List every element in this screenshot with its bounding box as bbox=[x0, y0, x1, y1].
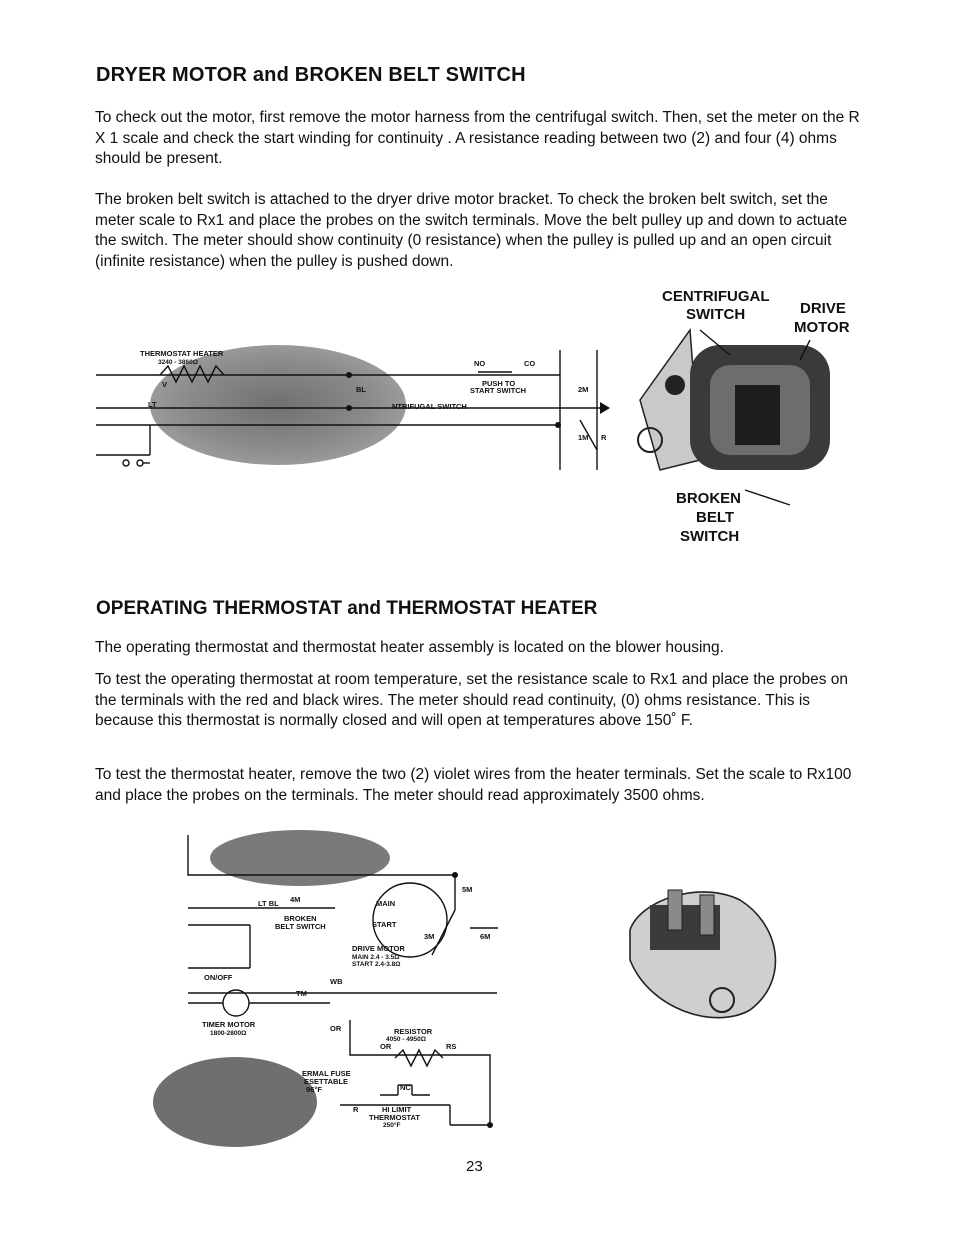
or2-label: OR bbox=[380, 1042, 392, 1051]
centrifugal-label-1: CENTRIFUGAL bbox=[662, 288, 770, 305]
start-switch-label: START SWITCH bbox=[470, 386, 527, 395]
no-label: NO bbox=[474, 359, 486, 368]
centrifugal-switch-label: NTRIFUGAL SWITCH bbox=[392, 402, 467, 411]
broken-belt-label-1: BROKEN bbox=[676, 490, 742, 507]
label-4m: 4M bbox=[290, 895, 301, 904]
hi-thermostat-label: THERMOSTAT bbox=[369, 1113, 420, 1122]
r-label: R bbox=[353, 1105, 359, 1114]
section-title-thermostat: OPERATING THERMOSTAT and THERMOSTAT HEATER bbox=[96, 598, 598, 619]
page-number: 23 bbox=[466, 1158, 483, 1175]
resettable-label: ESETTABLE bbox=[304, 1077, 349, 1086]
thermostat-illustration bbox=[630, 890, 775, 1018]
timer-ohms-label: 1800-2800Ω bbox=[210, 1030, 247, 1037]
broken-belt-label-3: SWITCH bbox=[680, 528, 740, 545]
hi-temp-label: 250°F bbox=[383, 1122, 401, 1129]
nc-label: NC bbox=[400, 1083, 411, 1092]
belt-switch-label: BELT SWITCH bbox=[275, 922, 326, 931]
tm-label: TM bbox=[296, 989, 307, 998]
label-r: R bbox=[601, 433, 607, 442]
v-label: V bbox=[162, 380, 168, 389]
timer-motor-label: TIMER MOTOR bbox=[202, 1020, 256, 1029]
drive-motor-label-1: DRIVE bbox=[800, 300, 846, 317]
or-label: OR bbox=[330, 1024, 342, 1033]
label-3m: 3M bbox=[424, 932, 435, 941]
paragraph-thermostat-test: To test the operating thermostat at room temperature, set the resistance scale to Rx1 and place the probes on the terminals with the red and black wires. The meter should read continuity, (0) ohms resistance. This is because this thermostat is normally closed and will open at temperatures above 150˚ F. bbox=[95, 671, 849, 729]
push-to-label: PUSH TO bbox=[482, 379, 516, 388]
on-off-label: ON/OFF bbox=[204, 973, 233, 982]
wb-label: WB bbox=[330, 977, 343, 986]
thermostat-heater-range: 3240 - 3860Ω bbox=[158, 359, 198, 366]
main-ohms-label: MAIN 2.4 - 3.5Ω bbox=[352, 954, 400, 961]
fuse-temp-label: 96°F bbox=[306, 1085, 322, 1094]
lt-bl-label: LT BL bbox=[258, 899, 279, 908]
co-label: CO bbox=[524, 359, 536, 368]
label-6m: 6M bbox=[480, 932, 491, 941]
resistor-label: RESISTOR bbox=[394, 1027, 433, 1036]
label-1m: 1M bbox=[578, 433, 589, 442]
bl-label: BL bbox=[356, 385, 366, 394]
lt-label: LT bbox=[148, 400, 157, 409]
paragraph-broken-belt: The broken belt switch is attached to the dryer drive motor bracket. To check the broken belt switch, set the meter scale to Rx1 and place the probes on the switch terminals. Move the belt pulley up and down to actuate the switch. The meter should show continuity (0 resistance) when the pulley is pulled up and an open circuit (infinite resistance) when the pulley is pushed down. bbox=[95, 191, 848, 270]
paragraph-motor-check: To check out the motor, first remove the motor harness from the centrifugal switch. Then, set the meter on the R X 1 scale and check the start winding for continuity . A resistance reading between two (2) and four (4) ohms should be present. bbox=[95, 109, 860, 167]
section-title-dryer-motor: DRYER MOTOR and BROKEN BELT SWITCH bbox=[96, 64, 526, 86]
paragraph-heater-test: To test the thermostat heater, remove the two (2) violet wires from the heater terminals. Set the scale to Rx100 and place the probes on the terminals. The meter should read approximately 3500 ohms. bbox=[95, 766, 852, 804]
paragraph-thermostat-location: The operating thermostat and thermostat heater assembly is located on the blower housing. bbox=[95, 639, 724, 656]
broken-belt-label-2: BELT bbox=[696, 509, 735, 526]
label-5m: 5M bbox=[462, 885, 473, 894]
main-winding-label: MAIN bbox=[376, 899, 396, 908]
label-2m: 2M bbox=[578, 385, 589, 394]
drive-motor-label-2: MOTOR bbox=[794, 319, 850, 336]
thermostat-heater-label: THERMOSTAT HEATER bbox=[140, 349, 224, 358]
broken-label: BROKEN bbox=[284, 914, 317, 923]
hi-limit-label: HI LIMIT bbox=[382, 1105, 412, 1114]
start-winding-label: START bbox=[372, 920, 397, 929]
drive-motor-label: DRIVE MOTOR bbox=[352, 944, 405, 953]
rs-label: RS bbox=[446, 1042, 457, 1051]
start-ohms-label: START 2.4-3.8Ω bbox=[352, 961, 401, 968]
centrifugal-label-2: SWITCH bbox=[686, 306, 746, 323]
resistor-ohms-label: 4050 - 4950Ω bbox=[386, 1036, 426, 1043]
thermal-fuse-label: ERMAL FUSE bbox=[302, 1069, 351, 1078]
